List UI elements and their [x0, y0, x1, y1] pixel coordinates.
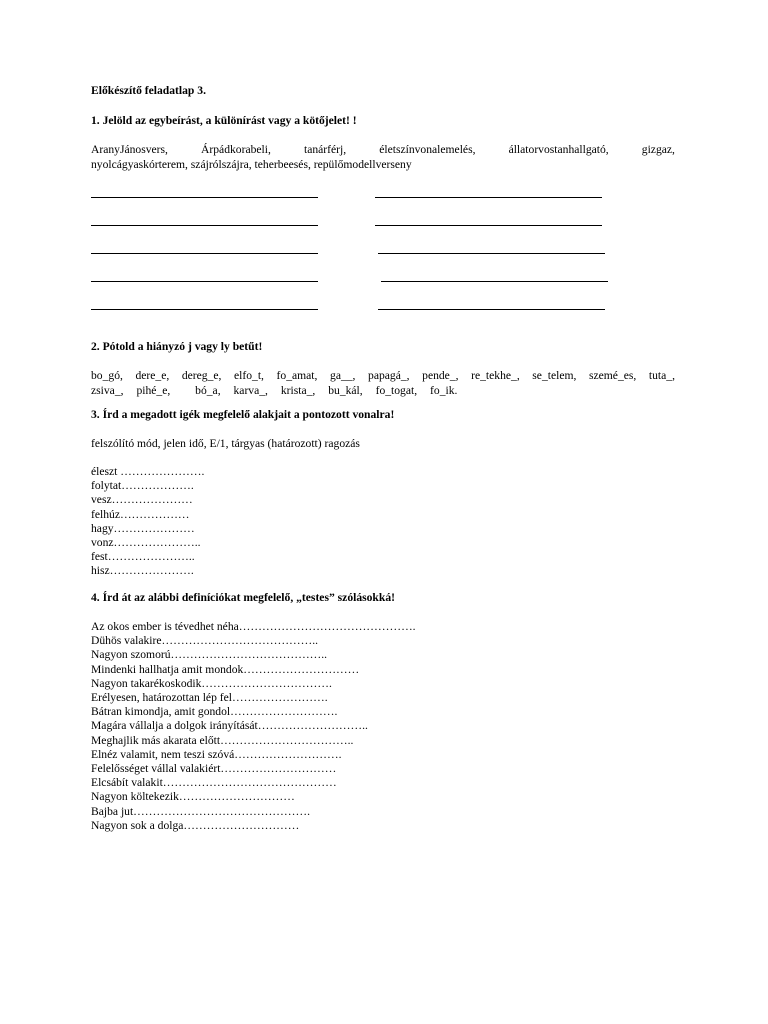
answer-line[interactable]: [91, 253, 318, 254]
word: gizgaz,: [641, 143, 675, 156]
fill-word[interactable]: re_tekhe_,: [471, 369, 520, 382]
fill-word[interactable]: ga__,: [330, 369, 356, 382]
fill-word[interactable]: fo_amat,: [276, 369, 318, 382]
exercise-4-heading: 4. Írd át az alábbi definíciókat megfelelő, „testes” szólásokká!: [91, 591, 395, 604]
answer-line[interactable]: [91, 281, 318, 282]
word: állatorvostanhallgató,: [508, 143, 609, 156]
fill-word[interactable]: karva_,: [233, 384, 268, 397]
fill-word[interactable]: se_telem,: [532, 369, 577, 382]
definition-item[interactable]: Magára vállalja a dolgok irányítását………………………..: [91, 719, 368, 733]
verb-item[interactable]: felhúz………………: [91, 507, 190, 521]
answer-line[interactable]: [91, 197, 318, 198]
fill-word[interactable]: papagá_,: [368, 369, 410, 382]
word: tanárférj,: [303, 143, 347, 156]
definition-item[interactable]: Elnéz valamit, nem teszi szóvá……………………….: [91, 747, 342, 761]
definition-item[interactable]: Meghajlik más akarata előtt……………………………..: [91, 733, 354, 747]
fill-word[interactable]: bu_kál,: [328, 384, 363, 397]
verb-item[interactable]: vonz…………………..: [91, 536, 201, 550]
fill-word[interactable]: pihé_e,: [136, 384, 171, 397]
definition-item[interactable]: Felelősséget vállal valakiért…………………………: [91, 762, 337, 776]
definition-list: [91, 620, 416, 833]
exercise-2-heading: 2. Pótold a hiányzó j vagy ly betűt!: [91, 340, 263, 353]
exercise-2-fill-in: [91, 368, 675, 398]
exercise-1-heading: 1. Jelöld az egybeírást, a különírást vagy a kötőjelet! !: [91, 114, 357, 127]
word: AranyJánosvers,: [91, 143, 168, 156]
fill-word[interactable]: pende_,: [422, 369, 459, 382]
verb-item[interactable]: hagy…………………: [91, 521, 195, 535]
definition-item[interactable]: Nagyon költekezik…………………………: [91, 790, 295, 804]
grammar-mode-label: felszólító mód, jelen idő, E/1, tárgyas (határozott) ragozás: [91, 437, 360, 450]
definition-item[interactable]: Bajba jut……………………………………….: [91, 804, 310, 818]
answer-line[interactable]: [381, 281, 608, 282]
exercise-3-heading: 3. Írd a megadott igék megfelelő alakjait a pontozott vonalra!: [91, 408, 395, 421]
answer-line[interactable]: [375, 225, 602, 226]
definition-item[interactable]: Nagyon sok a dolga…………………………: [91, 818, 300, 832]
definition-item[interactable]: Dühös valakire…………………………………..: [91, 634, 319, 648]
verb-list: [91, 465, 204, 579]
page-title: Előkészítő feladatlap 3.: [91, 84, 206, 97]
definition-item[interactable]: Az okos ember is tévedhet néha……………………………………….: [91, 620, 416, 633]
answer-line[interactable]: [378, 309, 605, 310]
answer-line[interactable]: [91, 309, 318, 310]
definition-item[interactable]: Mindenki hallhatja amit mondok…………………………: [91, 662, 360, 676]
exercise-1-word-list: [91, 142, 675, 172]
verb-item[interactable]: folytat……………….: [91, 479, 194, 493]
fill-word[interactable]: fo_ik.: [430, 384, 458, 397]
definition-item[interactable]: Erélyesen, határozottan lép fel…………………….: [91, 691, 328, 705]
fill-word[interactable]: bó_a,: [195, 384, 221, 397]
verb-item[interactable]: fest…………………..: [91, 550, 195, 564]
fill-word[interactable]: bo_gó,: [91, 369, 123, 382]
answer-line[interactable]: [378, 253, 605, 254]
fill-word[interactable]: fo_togat,: [375, 384, 418, 397]
verb-item[interactable]: éleszt ………………….: [91, 465, 205, 478]
fill-word[interactable]: krista_,: [280, 384, 316, 397]
verb-item[interactable]: vesz…………………: [91, 493, 193, 507]
fill-word[interactable]: elfo_t,: [234, 369, 264, 382]
fill-word[interactable]: dereg_e,: [181, 369, 222, 382]
word: Árpádkorabeli,: [201, 143, 271, 156]
definition-item[interactable]: Nagyon szomorú…………………………………..: [91, 648, 328, 662]
fill-word[interactable]: szemé_es,: [588, 369, 637, 382]
word: életszínvonalemelés,: [379, 143, 476, 156]
definition-item[interactable]: Elcsábít valakit………………………………………: [91, 776, 337, 790]
fill-word[interactable]: tuta_,: [648, 369, 675, 382]
fill-word[interactable]: dere_e,: [135, 369, 170, 382]
answer-line[interactable]: [91, 225, 318, 226]
fill-word[interactable]: zsiva_,: [91, 384, 124, 397]
definition-item[interactable]: Bátran kimondja, amit gondol……………………….: [91, 705, 338, 719]
verb-item[interactable]: hisz………………….: [91, 564, 194, 578]
answer-line[interactable]: [375, 197, 602, 198]
definition-item[interactable]: Nagyon takarékoskodik…………………………….: [91, 676, 332, 690]
word-list-line-2: nyolcágyaskórterem, szájrólszájra, teherbeesés, repülőmodellverseny: [91, 158, 412, 171]
